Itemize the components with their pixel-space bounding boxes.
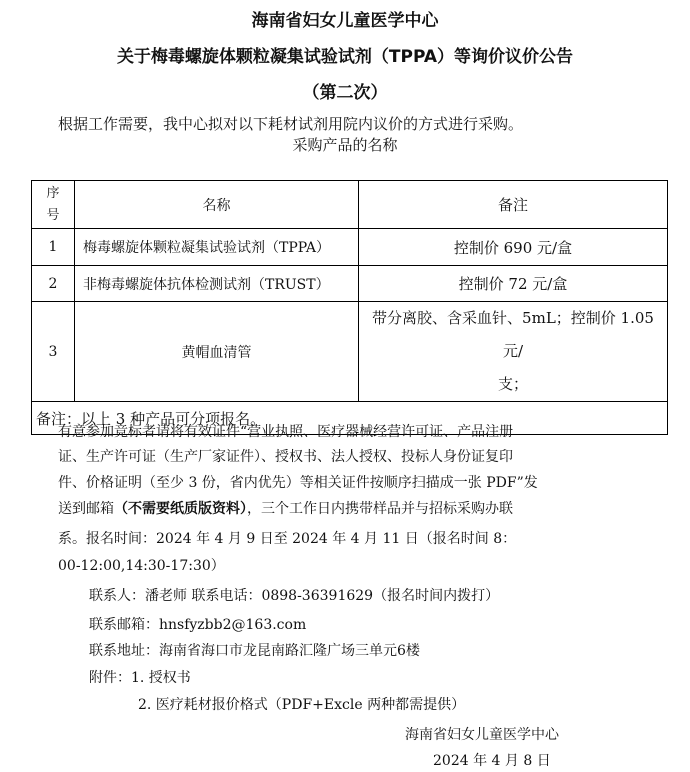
body-line-2: 证、生产许可证（生产厂家证件）、授权书、法人授权、投标人身份证复印 xyxy=(58,449,513,465)
row-note-line2: 支； xyxy=(497,375,528,393)
body-line-5: 系。报名时间：2024 年 4 月 9 日至 2024 年 4 月 11 日（报名时间 8： xyxy=(58,531,517,547)
table-row xyxy=(32,302,668,402)
body-line-1: 有意参加竞标者请将有效证件“营业执照、医疗器械经营许可证、产品注册 xyxy=(58,424,514,440)
header-number-top: 序 xyxy=(46,185,60,201)
body-line-3: 件、价格证明（至少 3 份，省内优先）等相关证件按顺序扫描成一张 PDF”发 xyxy=(58,475,538,491)
table-remark: 备注：以上 3 种产品可分项报名。 xyxy=(32,402,668,435)
header-number-bottom: 号 xyxy=(46,207,60,223)
table-caption: 采购产品的名称 xyxy=(292,136,398,154)
contact-email: 联系邮箱：hnsfyzbb2@163.com xyxy=(89,617,307,633)
table-row xyxy=(32,266,668,302)
header-note: 备注 xyxy=(359,181,668,229)
row-number: 3 xyxy=(32,302,75,402)
row-note xyxy=(359,302,668,402)
row-name: 梅毒螺旋体颗粒凝集试验试剂（TPPA） xyxy=(75,229,359,266)
body-line-4-pre: 送到邮箱 xyxy=(58,501,114,517)
product-table xyxy=(31,180,668,435)
attachments-label: 附件：1. 授权书 xyxy=(89,670,191,686)
notice-title-subject: 关于梅毒螺旋体颗粒凝集试验试剂（TPPA）等询价议价公告 xyxy=(116,47,574,67)
header-name: 名称 xyxy=(75,181,359,229)
notice-title-org: 海南省妇女儿童医学中心 xyxy=(251,11,439,31)
body-line-4-bold: （不需要纸质版资料） xyxy=(114,501,247,517)
footer-org: 海南省妇女儿童医学中心 xyxy=(405,727,559,743)
attachment-2: 2. 医疗耗材报价格式（PDF+Excle 两种都需提供） xyxy=(138,697,466,713)
table-header-row xyxy=(32,181,668,229)
contact-person: 联系人：潘老师 联系电话：0898-36391629（报名时间内拨打） xyxy=(89,588,500,604)
row-number: 1 xyxy=(32,229,75,266)
body-line-4 xyxy=(58,498,513,518)
row-number: 2 xyxy=(32,266,75,302)
row-name: 黄帽血清管 xyxy=(75,302,359,402)
row-name: 非梅毒螺旋体抗体检测试剂（TRUST） xyxy=(75,266,359,302)
header-number xyxy=(32,181,75,229)
row-note: 控制价 690 元/盒 xyxy=(359,229,668,266)
notice-title-round: （第二次） xyxy=(302,83,388,103)
body-line-4-post: ，三个工作日内携带样品并与招标采购办联 xyxy=(247,501,513,517)
row-note: 控制价 72 元/盒 xyxy=(359,266,668,302)
body-line-6: 00-12:00,14:30-17:30） xyxy=(58,558,225,574)
footer-date: 2024 年 4 月 8 日 xyxy=(433,753,551,769)
table-row xyxy=(32,229,668,266)
row-note-line1: 带分离胶、含采血针、5mL；控制价 1.05 元/ xyxy=(372,309,654,360)
intro-text: 根据工作需要，我中心拟对以下耗材试剂用院内议价的方式进行采购。 xyxy=(58,115,524,133)
contact-address: 联系地址：海南省海口市龙昆南路汇隆广场三单元6楼 xyxy=(89,643,420,659)
